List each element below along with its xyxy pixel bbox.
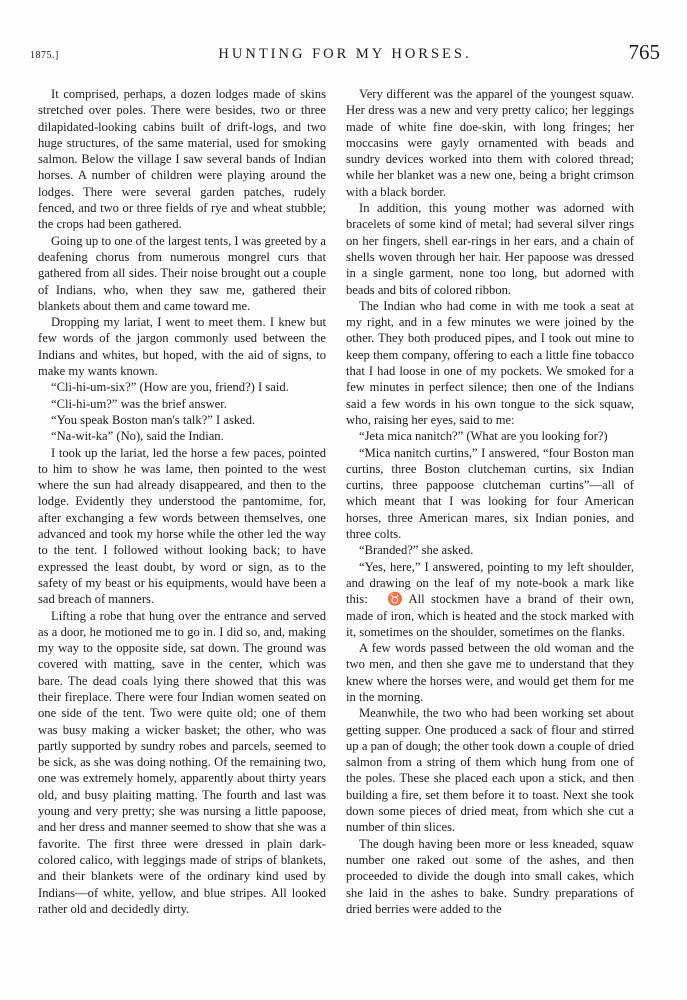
paragraph: Going up to one of the largest tents, I was greeted by a deafening chorus from numerous mongrel curs that gathered from all sides. Their noise brought out a couple of Indians, who, when they saw me, gathered their blankets about them and came toward me. bbox=[38, 233, 327, 313]
header-title: HUNTING FOR MY HORSES. bbox=[218, 46, 472, 62]
paragraph: “Mica nanitch curtins,” I answered, “four Boston man curtins, three Boston clutcheman curtins, six Indian curtins, three pappoose clutcheman curtins”—all of which meant that I was looking for four American horses, three American mares, six Indian ponies, and three colts. bbox=[346, 445, 634, 542]
paragraph: The dough having been more or less kneaded, squaw number one raked out some of the ashes, and then proceeded to divide the dough into small cakes, which she laid in the ashes to bake. Sundry preparations of dried berries were added to the bbox=[346, 836, 634, 916]
paragraph: The Indian who had come in with me took a seat at my right, and in a few minutes we were joined by the other. They both produced pipes, and I took out mine to keep them company, offering to each a little fine tobacco that I had loose in one of my pockets. We smoked for a few minutes in perfect silence; then one of the Indians said a few words in his own tongue to the sick squaw, who, raising her eyes, said to me: bbox=[346, 298, 634, 427]
left-column bbox=[38, 86, 326, 917]
dialogue-line: “Cli-hi-um-six?” (How are you, friend?) I said. bbox=[51, 380, 289, 395]
dialogue-line: “Na-wit-ka” (No), said the Indian. bbox=[51, 429, 224, 444]
right-column bbox=[346, 86, 634, 917]
paragraph: Lifting a robe that hung over the entrance and served as a door, he motioned me to go in. I did so, and, making my way to the opposite side, sat down. The ground was covered with matting, save in the center, which was bare. The dead coals lying there showed that this was their fireplace. There were four Indian women seated on one side of the tent. Two were quite old; one of them was busy making a wicker basket; the other, who was partly supported by sundry robes and parcels, seemed to be sick, as she was doing nothing. Of the remaining two, one was extremely homely, apparently about thirty years old, and busy plaiting matting. The fourth and last was young and very pretty; she was nursing a little papoose, and her dress and manner seemed to show that she was a favorite. The first three were dressed in plain dark-colored calico, with leggings made of strips of blankets, and their blankets were of the ordinary kind used by Indians—of white, yellow, and blue stripes. All looked rather old and decidedly dirty. bbox=[38, 608, 326, 916]
dialogue-line: “Cli-hi-um?” was the brief answer. bbox=[51, 396, 227, 411]
dialogue-line: “You speak Boston man's talk?” I asked. bbox=[51, 412, 256, 427]
page-number: 765 bbox=[628, 40, 660, 64]
dialogue-line: “Jeta mica nanitch?” (What are you looking for?) bbox=[359, 429, 608, 444]
brand-paragraph bbox=[346, 559, 634, 640]
brand-mark-icon: ♉ bbox=[387, 592, 403, 607]
paragraph: A few words passed between the old woman and the two men, and then she gave me to understand that they knew where the horses were, and would get them for me in the morning. bbox=[346, 641, 634, 704]
running-header bbox=[30, 40, 660, 68]
brand-text-before: “Yes, here,” I answered, pointing to my left shoulder, and drawing on the leaf of my note-book a mark like this: bbox=[346, 559, 634, 607]
paragraph: Dropping my lariat, I went to meet them. I knew but few words of the jargon commonly used between the Indians and whites, but hoped, with the aid of signs, to make my wants known. bbox=[38, 315, 326, 379]
brand-text-after: All stockmen have a brand of their own, made of iron, which is heated and the stock marked with it, sometimes on the shoulder, sometimes on the flanks. bbox=[346, 592, 634, 639]
paragraph: Meanwhile, the two who had been working set about getting supper. One produced a sack of flour and stirred up a pan of dough; the other took down a couple of dried salmon from a string of them which hung from one of the poles. These she placed each upon a stick, and then building a fire, set them before it to toast. Next she took down some pieces of dried meat, from which she cut a number of thin slices. bbox=[346, 706, 634, 835]
paragraph: In addition, this young mother was adorned with bracelets of some kind of metal; had several silver rings on her fingers, shell ear-rings in her ears, and a chain of shells woven through her hair. Her papoose was dressed in a single garment, none too long, but adorned with beads and bits of colored ribbon. bbox=[346, 201, 634, 297]
paragraph: It comprised, perhaps, a dozen lodges made of skins stretched over poles. There were besides, two or three dilapidated-looking cabins built of drift-logs, and two huge structures, of the same material, used for smoking salmon. Below the village I saw several bands of Indian horses. A number of children were playing around the lodges. There were several garden patches, rudely fenced, and two or three fields of rye and wheat stubble; the crops had been gathered. bbox=[38, 87, 326, 232]
paragraph: I took up the lariat, led the horse a few paces, pointed to him to show he was lame, then pointed to the west where the sun had already disappeared, and then to the lodge. Evidently they understood the pantomime, for, after exchanging a few words between themselves, one advanced and took my horse while the other led the way to the tent. I followed without looking back; to have expressed the least doubt, by word or sign, as to the safety of my beast or his equipments, would have been a sad breach of manners. bbox=[38, 445, 326, 607]
header-year: 1875.] bbox=[30, 50, 59, 61]
dialogue-line: “Branded?” she asked. bbox=[359, 543, 474, 558]
paragraph: Very different was the apparel of the youngest squaw. Her dress was a new and very pretty calico; her leggings made of white fine doe-skin, with long fringes; her moccasins were gayly ornamented with beads and sundry devices worked into them with colored thread; while her blanket was a new one, being a bright crimson with a black border. bbox=[346, 87, 634, 199]
